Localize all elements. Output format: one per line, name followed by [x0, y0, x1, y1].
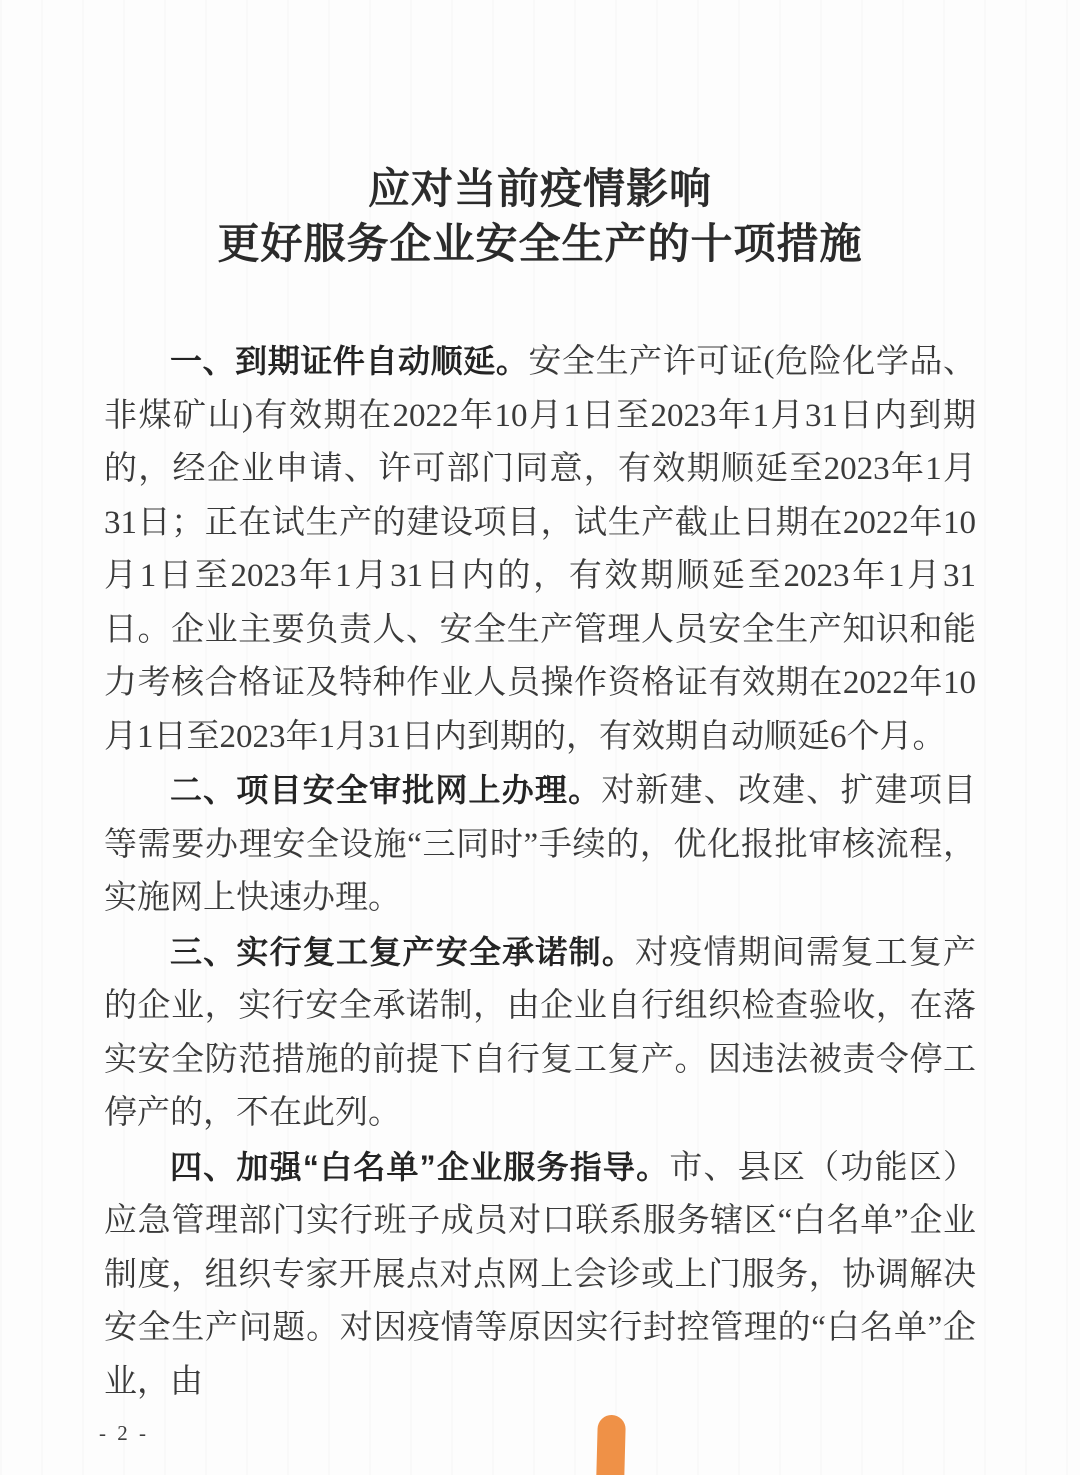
paragraph-1-text: 安全生产许可证(危险化学品、非煤矿山)有效期在2022年10月1日至2023年1月31日内到期的，经企业申请、许可部门同意，有效期顺延至2023年1月31日；正在试生产的建设项目，试生产截止日期在2022年10月1日至2023年1月31日内的，有效期顺延至2023年1月31日。企业主要负责人、安全生产管理人员安全生产知识和能力考核合格证及特种作业人员操作资格证有效期在2022年10月1日至2023年1月31日内到期的，有效期自动顺延6个月。	[104, 344, 976, 755]
paragraph-measure-4	[104, 1141, 976, 1410]
paragraph-4-text: 市、县区（功能区）应急管理部门实行班子成员对口联系服务辖区“白名单”企业制度，组织专家开展点对点网上会诊或上门服务，协调解决安全生产问题。对因疫情等原因实行封控管理的“白名单”企业，由	[104, 1149, 976, 1400]
document-body	[104, 335, 976, 1409]
paragraph-2-text: 对新建、改建、扩建项目等需要办理安全设施“三同时”手续的，优化报批审核流程，实施网上快速办理。	[104, 773, 976, 916]
paragraph-3-text: 对疫情期间需复工复产的企业，实行安全承诺制，由企业自行组织检查验收，在落实安全防范措施的前提下自行复工复产。因违法被责令停工停产的，不在此列。	[104, 934, 976, 1131]
paragraph-1-heading: 一、到期证件自动顺延。	[170, 343, 529, 379]
document-title-line1: 应对当前疫情影响	[367, 167, 712, 213]
paragraph-3-heading: 三、实行复工复产安全承诺制。	[170, 933, 636, 970]
paragraph-measure-1	[104, 335, 976, 764]
paragraph-4-heading: 四、加强“白名单”企业服务指导。	[170, 1148, 670, 1185]
paragraph-2-heading: 二、项目安全审批网上办理。	[170, 772, 602, 808]
document-title-line2: 更好服务企业安全生产的十项措施	[217, 222, 863, 268]
paragraph-measure-3	[104, 926, 976, 1141]
orange-marker-stroke	[596, 1415, 626, 1475]
document-title	[0, 0, 1080, 273]
page-number: - 2 -	[99, 1421, 149, 1445]
paragraph-measure-2	[104, 764, 976, 926]
